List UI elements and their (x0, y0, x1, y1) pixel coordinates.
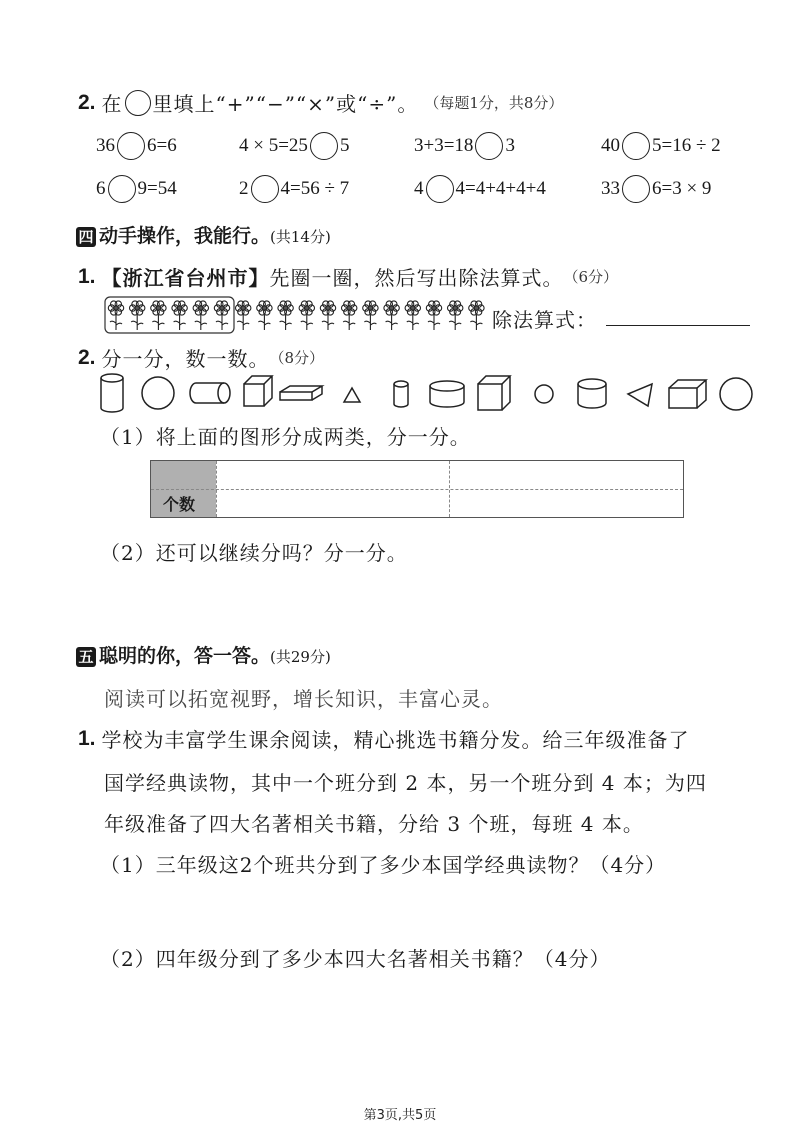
s5-q1-number: 1. (78, 726, 96, 750)
answer-area-1[interactable] (100, 880, 740, 932)
medium-cylinder-shape (578, 379, 606, 408)
expr-right: 5=16 ÷ 2 (652, 135, 721, 156)
answer-circle[interactable] (622, 175, 650, 203)
flower-icon (320, 301, 335, 330)
s4-q1-text: 先圈一圈，然后写出除法算式。 (269, 266, 564, 290)
large-cube-shape (478, 376, 510, 410)
q2-row1-item1 (96, 132, 177, 160)
answer-area-2[interactable] (100, 976, 740, 1076)
table-row-label: 个数 (163, 495, 196, 514)
s4-q2-number: 2. (78, 345, 96, 369)
circle-shape (142, 377, 174, 409)
flower-icon (130, 301, 145, 330)
flower-icon (384, 301, 399, 330)
q2-text-before: 在 (101, 92, 123, 116)
page-footer: 第3页,共5页 (363, 1108, 437, 1123)
q2-row1-item4 (601, 132, 721, 160)
expr-left: 4 (414, 178, 424, 199)
flower-icon (278, 301, 293, 330)
answer-circle[interactable] (475, 132, 503, 160)
answer-circle[interactable] (426, 175, 454, 203)
s4-q1-points: （6分） (563, 268, 619, 286)
section4-badge: 四 (76, 227, 96, 247)
answer-circle[interactable] (310, 132, 338, 160)
expr-left: 36 (96, 135, 115, 156)
q2-row2-item4 (601, 175, 711, 203)
flower-icon (108, 301, 123, 330)
expr-left: 6 (96, 178, 106, 199)
flower-icon (342, 301, 357, 330)
section4-points: (共14分) (270, 228, 331, 246)
s5-q1-line1: 学校为丰富学生课余阅读，精心挑选书籍分发。给三年级准备了 (101, 728, 690, 752)
section5-header (76, 641, 331, 668)
section4-title: 动手操作，我能行。 (99, 225, 271, 247)
flower-icon (214, 301, 229, 330)
circled-group-outline (105, 297, 234, 333)
expr-left: 3+3=18 (414, 135, 474, 156)
answer-circle[interactable] (108, 175, 136, 203)
section5-title: 聪明的你，答一答。 (99, 645, 271, 667)
flower-row (104, 296, 490, 334)
shapes-row (96, 372, 756, 416)
flower-icon (172, 301, 187, 330)
expr-left: 40 (601, 135, 620, 156)
q2-text-after: 里填上“+”“−”“×”或“÷”。 (152, 92, 419, 116)
q2-heading (78, 88, 563, 117)
flower-row-drawing (104, 296, 490, 334)
wide-cylinder-shape (430, 381, 464, 407)
expr-left: 33 (601, 178, 620, 199)
flower-icon (299, 301, 314, 330)
s4-q2-points: （8分） (269, 349, 325, 367)
expr-left: 4 × 5=25 (239, 135, 308, 156)
section4-header (76, 221, 331, 248)
s4-q2-heading (78, 343, 324, 372)
small-circle-shape (535, 385, 553, 403)
answer-circle[interactable] (251, 175, 279, 203)
q2-row1-item3 (414, 132, 515, 160)
flower-icon (469, 301, 484, 330)
division-answer-line[interactable] (606, 324, 750, 326)
q2-points: （每题1分，共8分） (424, 94, 564, 112)
s5-q1-part1: （1）三年级这2个班共分到了多少本国学经典读物？（4分） (100, 853, 667, 877)
left-triangle-shape (628, 384, 652, 406)
s4-q2-part2: （2）还可以继续分吗？分一分。 (100, 541, 408, 565)
count2-cell[interactable] (450, 490, 681, 517)
s5-q1-part2: （2）四年级分到了多少本四大名著相关书籍？（4分） (100, 947, 611, 971)
cylinder-shape (101, 374, 123, 412)
expr-right: 4=4+4+4+4 (455, 178, 546, 199)
answer-circle[interactable] (117, 132, 145, 160)
circle-shape-2 (720, 378, 752, 410)
expr-left: 2 (239, 178, 249, 199)
blank-circle-example (125, 90, 151, 116)
q2-number: 2. (78, 90, 96, 114)
q2-row2-item3 (414, 175, 546, 203)
expr-right: 5 (339, 135, 350, 156)
s5-q1-line1-wrap (78, 724, 690, 753)
flower-icon (448, 301, 463, 330)
expr-right: 4=56 ÷ 7 (280, 178, 350, 199)
flower-icon (426, 301, 441, 330)
classification-table (150, 460, 684, 518)
flower-icon (151, 301, 166, 330)
s4-q1-heading (78, 262, 618, 291)
flower-icon (193, 301, 208, 330)
cuboid-shape (669, 380, 706, 408)
s4-q1-answer-label: 除法算式： (492, 308, 597, 332)
expr-right: 6=6 (147, 135, 177, 156)
flower-icon (236, 301, 251, 330)
expr-right: 3 (505, 135, 515, 156)
flower-icon (257, 301, 272, 330)
q2-row1-item2 (239, 132, 349, 160)
category2-cell[interactable] (450, 461, 681, 489)
lying-cylinder-shape (190, 383, 230, 403)
flower-icon (363, 301, 378, 330)
answer-circle[interactable] (622, 132, 650, 160)
section5-badge: 五 (76, 647, 96, 667)
count1-cell[interactable] (217, 490, 448, 517)
cube-shape (244, 376, 272, 406)
s5-intro: 阅读可以拓宽视野，增长知识，丰富心灵。 (104, 687, 503, 711)
s4-q2-text: 分一分，数一数。 (101, 347, 270, 371)
s5-q1-line3: 年级准备了四大名著相关书籍，分给 3 个班，每班 4 本。 (104, 812, 644, 836)
flat-cuboid-shape (280, 386, 322, 400)
q2-row2-item1 (96, 175, 177, 203)
category1-cell[interactable] (217, 461, 448, 489)
section5-points: (共29分) (270, 648, 331, 666)
s5-q1-line2: 国学经典读物，其中一个班分到 2 本，另一个班分到 4 本；为四 (104, 771, 707, 795)
expr-right: 9=54 (137, 178, 177, 199)
s4-q2-part1: （1）将上面的图形分成两类，分一分。 (100, 425, 471, 449)
triangle-shape (344, 388, 360, 402)
small-cylinder-shape (394, 381, 408, 407)
flower-icon (405, 301, 420, 330)
s4-q1-number: 1. (78, 264, 96, 288)
q2-row2-item2 (239, 175, 349, 203)
expr-right: 6=3 × 9 (652, 178, 712, 199)
shapes-drawing (96, 372, 756, 416)
s4-q1-tag: 【浙江省台州市】 (101, 266, 270, 290)
